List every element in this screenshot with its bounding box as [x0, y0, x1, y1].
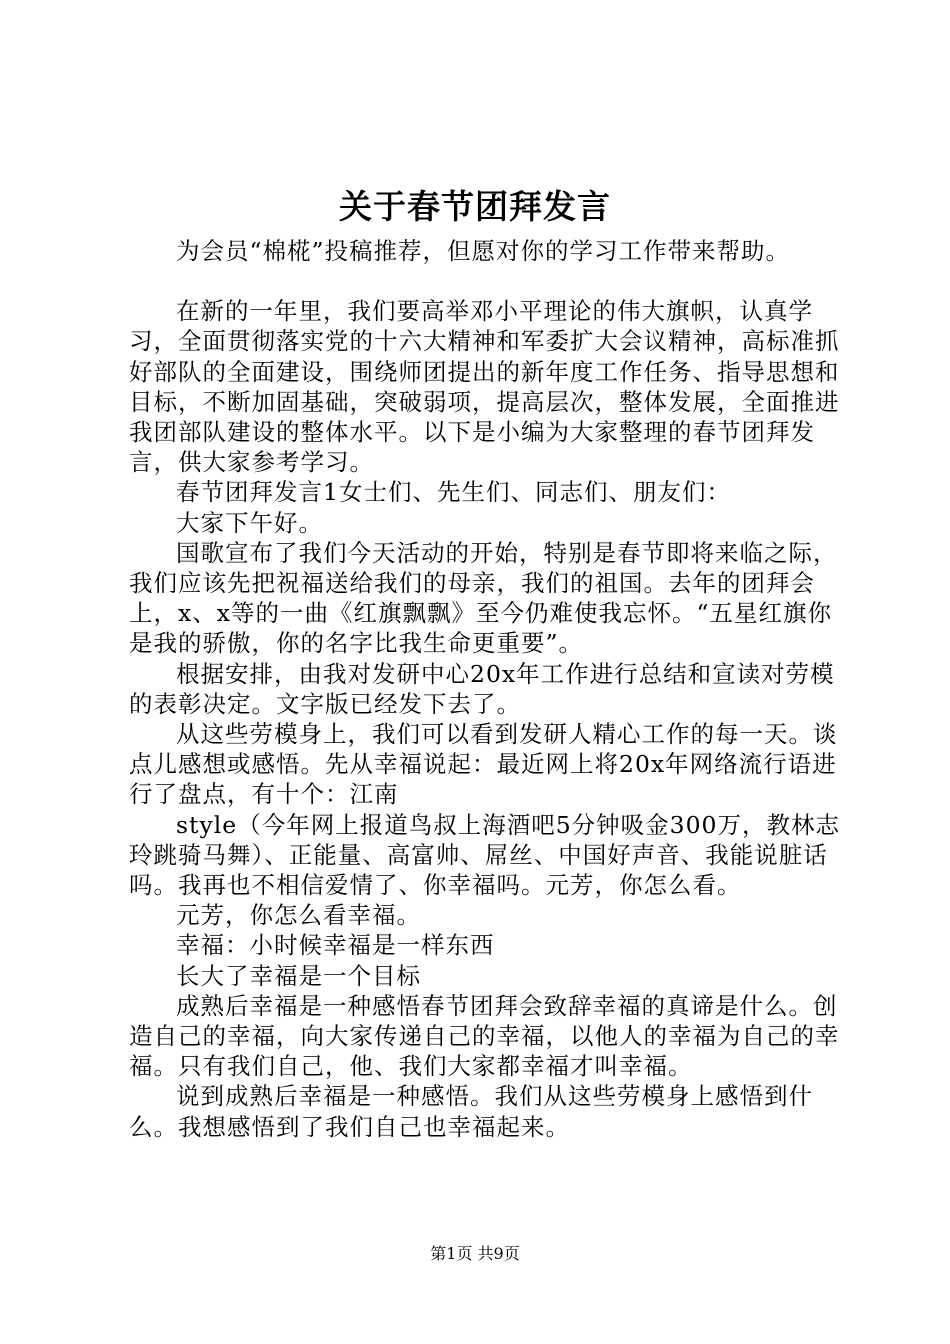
body-paragraph: 成熟后幸福是一种感悟春节团拜会致辞幸福的真谛是什么。创造自己的幸福，向大家传递自己的幸福，以他人的幸福为自己的幸福。只有我们自己，他、我们大家都幸福才叫幸福。 [129, 991, 840, 1081]
page-number-footer: 第1页 共9页 [430, 1244, 520, 1263]
intro-paragraph: 为会员“棉椛”投稿推荐，但愿对你的学习工作带来帮助。 [176, 237, 791, 265]
body-paragraph: 大家下午好。 [176, 508, 323, 537]
document-title: 关于春节团拜发言 [339, 187, 611, 226]
body-paragraph: 国歌宣布了我们今天活动的开始，特别是春节即将来临之际，我们应该先把祝福送给我们的母亲，我们的祖国。去年的团拜会上，x、x等的一曲《红旗飘飘》至今仍难使我忘怀。“五星红旗你是我的骄傲，你的名字比我生命更重要”。 [129, 538, 838, 658]
document-body [129, 236, 854, 1142]
body-paragraph: 幸福：小时候幸福是一样东西 [176, 931, 495, 960]
body-paragraph: 说到成熟后幸福是一种感悟。我们从这些劳模身上感悟到什么。我想感悟到了我们自己也幸福起来。 [129, 1082, 813, 1141]
body-paragraph: 从这些劳模身上，我们可以看到发研人精心工作的每一天。谈点儿感想或感悟。先从幸福说起：最近网上将20x年网络流行语进行了盘点，有十个：江南 [129, 720, 838, 809]
body-paragraph: 长大了幸福是一个目标 [176, 961, 421, 990]
body-paragraph: 在新的一年里，我们要高举邓小平理论的伟大旗帜，认真学习，全面贯彻落实党的十六大精神和军委扩大会议精神，高标准抓好部队的全面建设，围绕师团提出的新年度工作任务、指导思想和目标，不断加固基础，突破弱项，提高层次，整体发展，全面推进我团部队建设的整体水平。以下是小编为大家整理的春节团拜发言，供大家参考学习。 [129, 297, 840, 477]
body-paragraph: 根据安排，由我对发研中心20x年工作进行总结和宣读对劳模的表彰决定。文字版已经发下去了。 [129, 659, 835, 718]
body-paragraph: 春节团拜发言1女士们、先生们、同志们、朋友们： [176, 478, 731, 507]
body-paragraph: 元芳，你怎么看幸福。 [176, 901, 421, 930]
body-paragraph: style（今年网上报道鸟叔上海酒吧5分钟吸金300万，教林志玲跳骑马舞）、正能量、高富帅、屌丝、中国好声音、我能说脏话吗。我再也不相信爱情了、你幸福吗。元芳，你怎么看。 [129, 810, 841, 900]
